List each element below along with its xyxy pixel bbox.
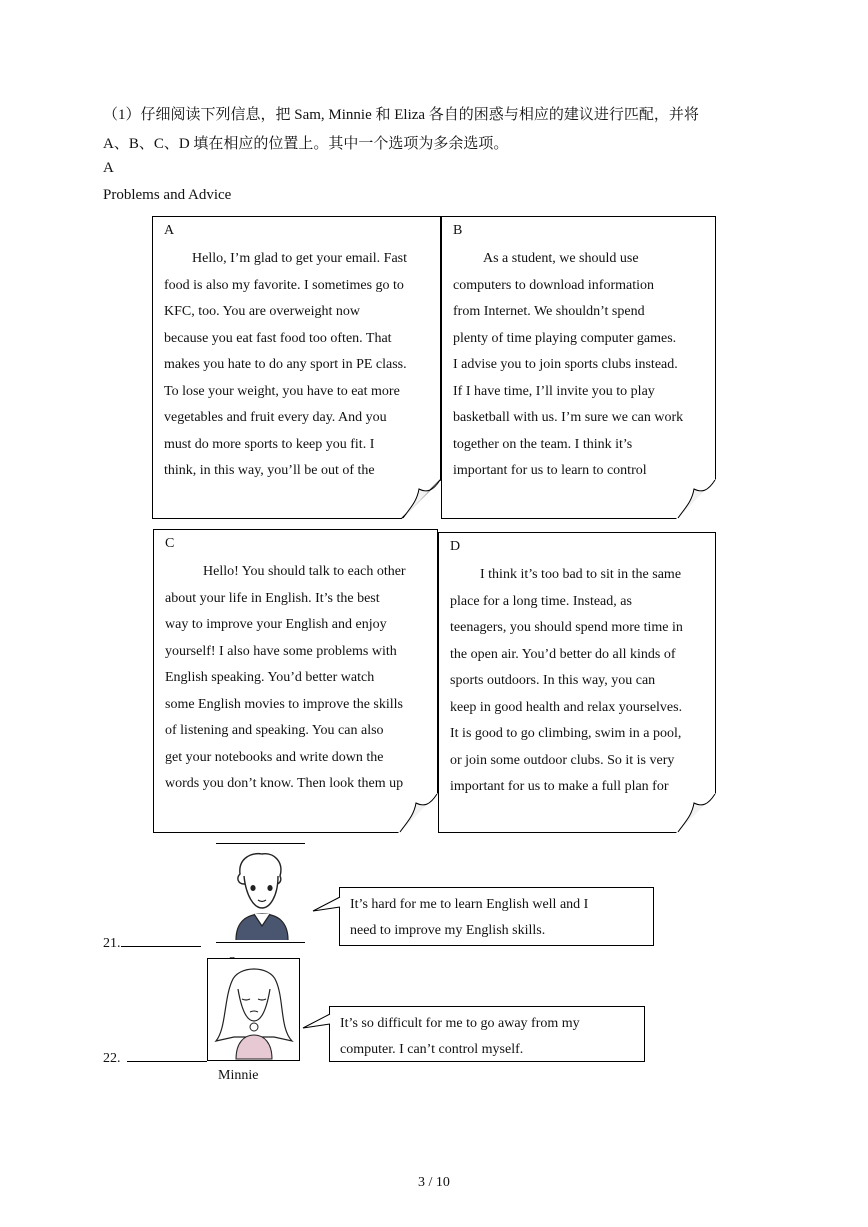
advice-card-a xyxy=(152,216,441,519)
card-line: KFC, too. You are overweight now xyxy=(164,304,360,319)
card-text xyxy=(453,246,705,485)
card-line: or join some outdoor clubs. So it is very xyxy=(450,752,675,768)
card-line: Hello! You should talk to each other xyxy=(203,564,406,579)
bubble-line: It’s so difficult for me to go away from my xyxy=(340,1016,580,1031)
card-line: If I have time, I’ll invite you to play xyxy=(453,383,655,399)
bubble-pointer-icon xyxy=(302,1012,331,1032)
bubble-line: It’s hard for me to learn English well and I xyxy=(350,897,589,912)
page-number: 3 / 10 xyxy=(418,1175,450,1190)
card-line: keep in good health and relax yourselves. xyxy=(450,699,683,715)
card-letter: C xyxy=(165,536,175,551)
minnie-portrait-frame xyxy=(207,958,300,1061)
card-line: together on the team. I think it’s xyxy=(453,436,633,452)
card-line: As a student, we should use xyxy=(483,251,639,266)
card-text xyxy=(165,559,427,798)
minnie-name-label: Minnie xyxy=(218,1068,259,1083)
card-line: vegetables and fruit every day. And you xyxy=(164,410,387,425)
card-line: computers to download information xyxy=(453,277,655,293)
card-line: of listening and speaking. You can also xyxy=(165,723,384,738)
card-line: yourself! I also have some problems with xyxy=(165,643,397,659)
page-curl-icon xyxy=(398,793,438,833)
card-line: important for us to learn to control xyxy=(453,463,647,478)
page-curl-icon xyxy=(676,793,716,833)
section-title: Problems and Advice xyxy=(103,187,232,203)
bubble-line: need to improve my English skills. xyxy=(350,923,546,938)
advice-card-b xyxy=(441,216,716,519)
card-text xyxy=(450,562,705,801)
minnie-speech-bubble xyxy=(329,1006,645,1062)
question-22-blank[interactable] xyxy=(103,1047,207,1067)
bubble-pointer-icon xyxy=(312,895,341,915)
bubble-line: computer. I can’t control myself. xyxy=(340,1042,524,1057)
card-line: get your notebooks and write down the xyxy=(165,749,384,765)
card-line: some English movies to improve the skills xyxy=(165,696,403,712)
card-line: important for us to make a full plan for xyxy=(450,779,669,794)
card-line: think, in this way, you’ll be out of the xyxy=(164,463,375,478)
card-line: Hello, I’m glad to get your email. Fast xyxy=(192,251,408,266)
question-number: 21. xyxy=(103,936,121,951)
card-line: I advise you to join sports clubs instead. xyxy=(453,357,678,372)
card-line: makes you hate to do any sport in PE class. xyxy=(164,357,407,372)
card-text xyxy=(164,246,430,485)
boy-avatar-icon xyxy=(216,844,305,942)
card-line: about your life in English. It’s the best xyxy=(165,590,380,606)
sam-speech-bubble xyxy=(339,887,654,946)
card-line: To lose your weight, you have to eat more xyxy=(164,383,400,399)
card-line: words you don’t know. Then look them up xyxy=(165,776,404,791)
card-line: way to improve your English and enjoy xyxy=(165,617,387,632)
girl-avatar-icon xyxy=(208,959,299,1060)
card-letter: A xyxy=(164,223,175,238)
instruction-line-2: A、B、C、D 填在相应的位置上。其中一个选项为多余选项。 xyxy=(103,136,509,152)
card-letter: B xyxy=(453,223,463,238)
card-line: It is good to go climbing, swim in a pool, xyxy=(450,726,682,741)
card-line: I think it’s too bad to sit in the same xyxy=(480,567,682,582)
question-21-blank[interactable] xyxy=(103,932,201,952)
card-line: from Internet. We shouldn’t spend xyxy=(453,304,645,319)
section-label: A xyxy=(103,160,114,176)
card-line: sports outdoors. In this way, you can xyxy=(450,673,656,688)
card-line: basketball with us. I’m sure we can work xyxy=(453,410,684,425)
advice-card-c xyxy=(153,529,438,833)
advice-card-d xyxy=(438,532,716,833)
card-line: food is also my favorite. I sometimes go to xyxy=(164,277,404,293)
sam-portrait-frame xyxy=(216,843,305,943)
card-line: because you eat fast food too often. That xyxy=(164,330,392,346)
instruction-line-1: （1）仔细阅读下列信息，把 Sam, Minnie 和 Eliza 各自的困惑与相应的建议进行匹配，并将 xyxy=(103,107,699,123)
card-line: plenty of time playing computer games. xyxy=(453,330,677,346)
page-curl-icon xyxy=(676,479,716,519)
card-line: place for a long time. Instead, as xyxy=(450,593,632,609)
card-line: the open air. You’d better do all kinds of xyxy=(450,646,676,662)
card-line: teenagers, you should spend more time in xyxy=(450,620,683,635)
card-line: must do more sports to keep you fit. I xyxy=(164,436,375,452)
page-curl-icon xyxy=(401,479,441,519)
card-line: English speaking. You’d better watch xyxy=(165,670,375,685)
question-number: 22. xyxy=(103,1051,121,1066)
card-letter: D xyxy=(450,539,461,554)
